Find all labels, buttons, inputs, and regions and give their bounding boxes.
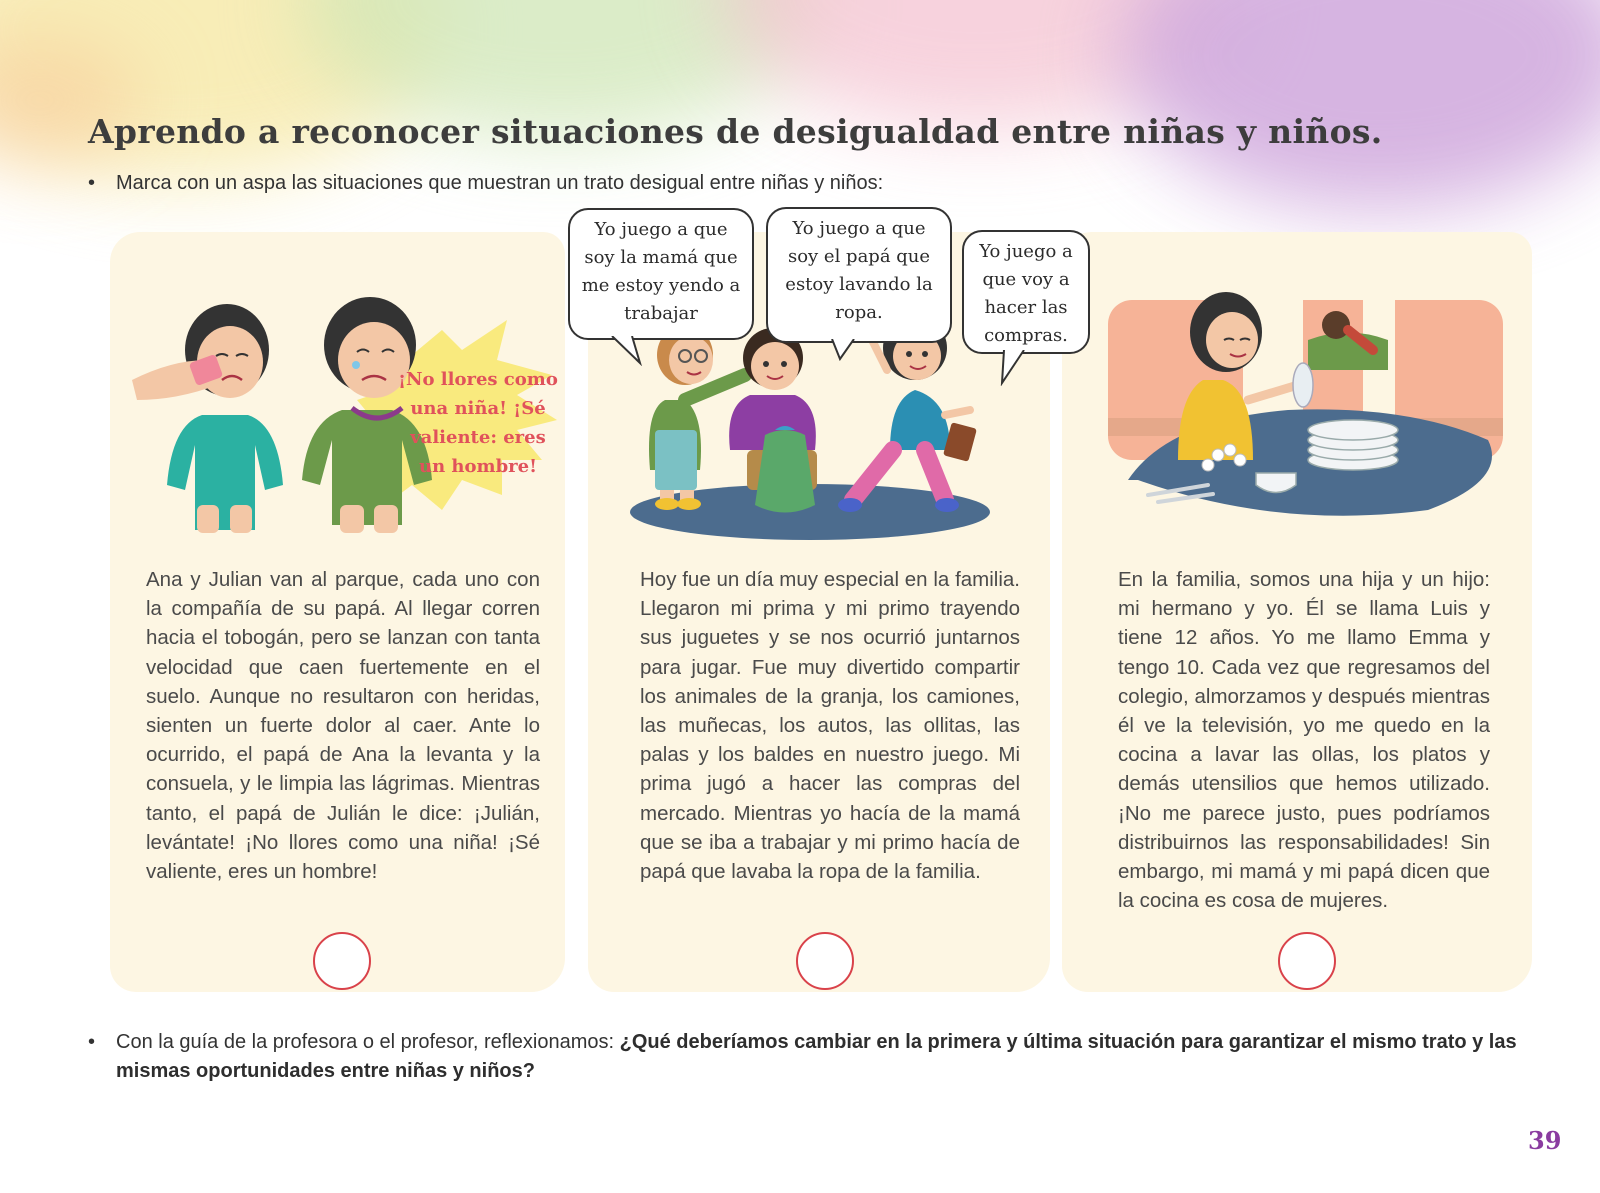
speech-tail bbox=[1000, 350, 1030, 386]
shout-text: ¡No llores como una niña! ¡Sé valiente: eres un hombre! bbox=[398, 369, 558, 477]
illustration-washing-dishes bbox=[1108, 270, 1503, 542]
speech-bubble-1: Yo juego a que soy la mamá que me estoy yendo a trabajar bbox=[568, 208, 754, 340]
story-text-3: En la familia, somos una hija y un hijo: mi hermano y yo. Él se llama Luis y tiene 12 años. Yo me llamo Emma y tengo 10. Cada vez que regresamos del colegio, almorzamos y después mientras él ve la televisión, yo me quedo en la cocina a lavar las ollas, los platos y demás utensilios que hemos utilizado. ¡No me parece justo, pues podríamos distribuirnos las responsabilidades! Sin embargo, mi mamá y mi papá dicen que la cocina es cosa de mujeres. bbox=[1118, 568, 1490, 913]
reflection-intro: Con la guía de la profesora o el profesor, reflexionamos: bbox=[116, 1031, 620, 1053]
bullet-icon: • bbox=[88, 1031, 96, 1053]
speech-tail bbox=[830, 339, 860, 361]
mark-circle-2[interactable] bbox=[796, 932, 854, 990]
story-text-1: Ana y Julian van al parque, cada uno con la compañía de su papá. Al llegar corren hacia el tobogán, pero se lanzan con tanta velocidad que caen fuertemente en el suelo. Aunque no resultaron con heridas, sienten un fuerte dolor al caer. Ante lo ocurrido, el papá de Ana la levanta y la consuela, y le limpia las lágrimas. Mientras tanto, el papá de Julián le dice: ¡Julián, levántate! ¡No llores como una niña! ¡Sé valiente, eres un hombre! bbox=[146, 568, 540, 884]
reflection bbox=[88, 1028, 1538, 1086]
mark-circle-3[interactable] bbox=[1278, 932, 1336, 990]
reflection-text bbox=[116, 1028, 1538, 1086]
illustration-children-playing bbox=[625, 320, 1000, 542]
speech-tail bbox=[610, 336, 650, 366]
story-text-2: Hoy fue un día muy especial en la familia. Llegaron mi prima y mi primo trayendo sus juguetes y se nos ocurrió juntarnos para jugar. Fue muy divertido compartir los animales de la granja, los camiones, las muñecas, los autos, las ollitas, las palas y los baldes en nuestro juego. Mi prima jugó a hacer las compras del mercado. Mientras yo hacía de la mamá que se iba a trabajar y mi primo hacía de papá que lavaba la ropa de la familia. bbox=[640, 568, 1020, 884]
instruction bbox=[88, 172, 883, 195]
page-number: 39 bbox=[1528, 1126, 1562, 1155]
bullet-icon: • bbox=[88, 172, 96, 194]
speech-bubble-3: Yo juego a que voy a hacer las compras. bbox=[962, 230, 1090, 354]
reflection-question: ¿Qué deberíamos cambiar en la primera y última situación para garantizar el mismo trato y las mismas oportunidades entre niñas y niños? bbox=[116, 1031, 1517, 1082]
instruction-text: Marca con un aspa las situaciones que muestran un trato desigual entre niñas y niños: bbox=[116, 172, 884, 194]
speech-bubble-2: Yo juego a que soy el papá que estoy lavando la ropa. bbox=[766, 207, 952, 343]
mark-circle-1[interactable] bbox=[313, 932, 371, 990]
page-title: Aprendo a reconocer situaciones de desigualdad entre niñas y niños. bbox=[88, 112, 1383, 151]
watercolor-wash bbox=[1120, 0, 1600, 210]
